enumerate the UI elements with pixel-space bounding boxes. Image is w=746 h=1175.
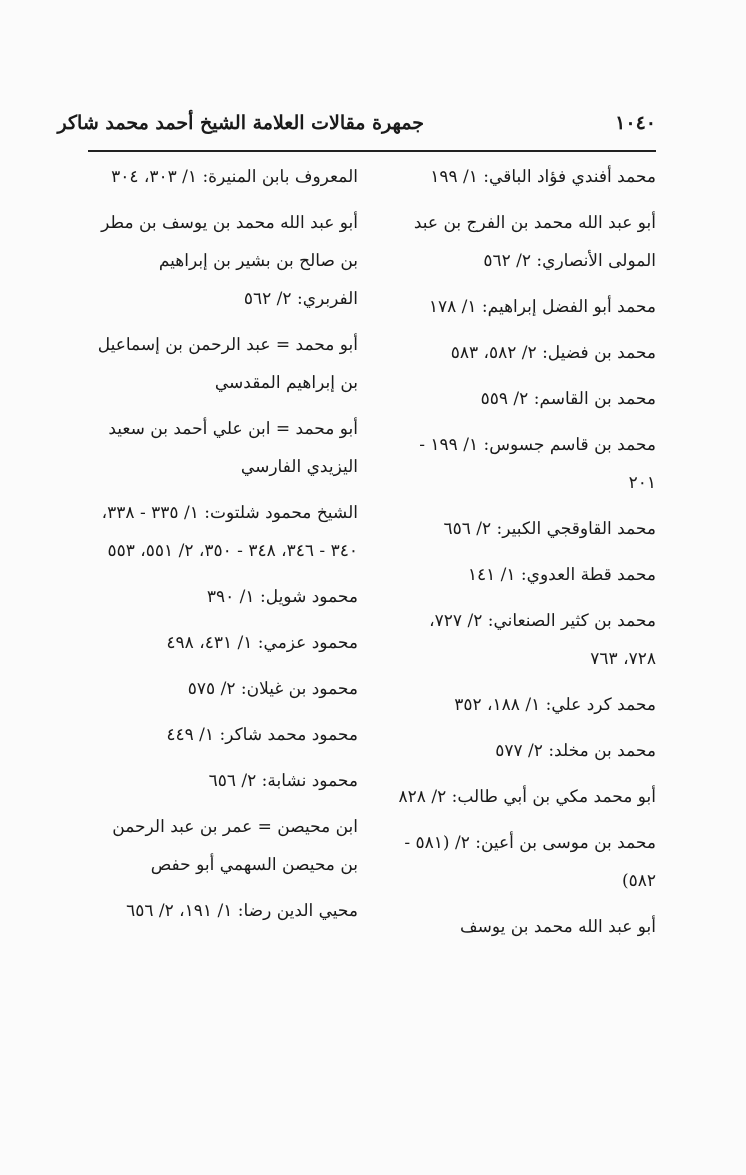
- index-column-left: [96, 158, 358, 938]
- index-entry: الشيخ محمود شلتوت: ١/ ٣٣٥ - ٣٣٨، ٣٤٠ - ٣٤٦، ٣٤٨ - ٣٥٠، ٢/ ٥٥١، ٥٥٣: [101, 503, 358, 561]
- index-entry: محمد كرد علي: ١/ ١٨٨، ٣٥٢: [454, 695, 656, 715]
- index-entry: محمد بن فضيل: ٢/ ٥٨٢، ٥٨٣: [450, 343, 656, 363]
- index-entry: أبو عبد الله محمد بن الفرج بن عبد المولى الأنصاري: ٢/ ٥٦٢: [413, 213, 656, 271]
- index-entry: محيي الدين رضا: ١/ ١٩١، ٢/ ٦٥٦: [126, 901, 358, 921]
- index-column-right: [394, 158, 656, 954]
- index-entry: محمد أفندي فؤاد الباقي: ١/ ١٩٩: [430, 167, 656, 187]
- index-entry: محمود عزمي: ١/ ٤٣١، ٤٩٨: [166, 633, 358, 653]
- index-entry: أبو محمد = ابن علي أحمد بن سعيد اليزيدي الفارسي: [108, 419, 358, 477]
- index-entry: محمد بن موسى بن أعين: ٢/ (٥٨١ - ٥٨٢): [404, 833, 656, 891]
- index-entry: ابن محيصن = عمر بن عبد الرحمن بن محيصن السهمي أبو حفص: [112, 817, 358, 875]
- index-entry: محمود محمد شاكر: ١/ ٤٤٩: [166, 725, 358, 745]
- index-entry: محمود بن غيلان: ٢/ ٥٧٥: [187, 679, 358, 699]
- index-entry: أبو عبد الله محمد بن يوسف: [460, 917, 656, 937]
- header-rule: [88, 150, 656, 152]
- index-entry: محمد بن القاسم: ٢/ ٥٥٩: [480, 389, 656, 409]
- index-entry: محمد قطة العدوي: ١/ ١٤١: [467, 565, 656, 585]
- book-title: جمهرة مقالات العلامة الشيخ أحمد محمد شاكر: [57, 112, 424, 134]
- running-header: [57, 112, 656, 140]
- index-entry: محمود نشابة: ٢/ ٦٥٦: [208, 771, 358, 791]
- index-entry: المعروف بابن المنيرة: ١/ ٣٠٣، ٣٠٤: [111, 167, 358, 187]
- index-entry: محمد أبو الفضل إبراهيم: ١/ ١٧٨: [428, 297, 656, 317]
- page-number: ١٠٤٠: [615, 112, 656, 134]
- index-entry: أبو عبد الله محمد بن يوسف بن مطر بن صالح بن بشير بن إبراهيم الفربري: ٢/ ٥٦٢: [101, 213, 358, 309]
- index-entry: محمد بن كثير الصنعاني: ٢/ ٧٢٧، ٧٢٨، ٧٦٣: [429, 611, 656, 669]
- index-entry: أبو محمد مكي بن أبي طالب: ٢/ ٨٢٨: [398, 787, 656, 807]
- index-entry: محمد القاوقجي الكبير: ٢/ ٦٥٦: [443, 519, 656, 539]
- index-entry: محمد بن قاسم جسوس: ١/ ١٩٩ - ٢٠١: [419, 435, 656, 493]
- index-entry: محمود شويل: ١/ ٣٩٠: [206, 587, 358, 607]
- index-entry: أبو محمد = عبد الرحمن بن إسماعيل بن إبراهيم المقدسي: [97, 335, 358, 393]
- index-entry: محمد بن مخلد: ٢/ ٥٧٧: [495, 741, 656, 761]
